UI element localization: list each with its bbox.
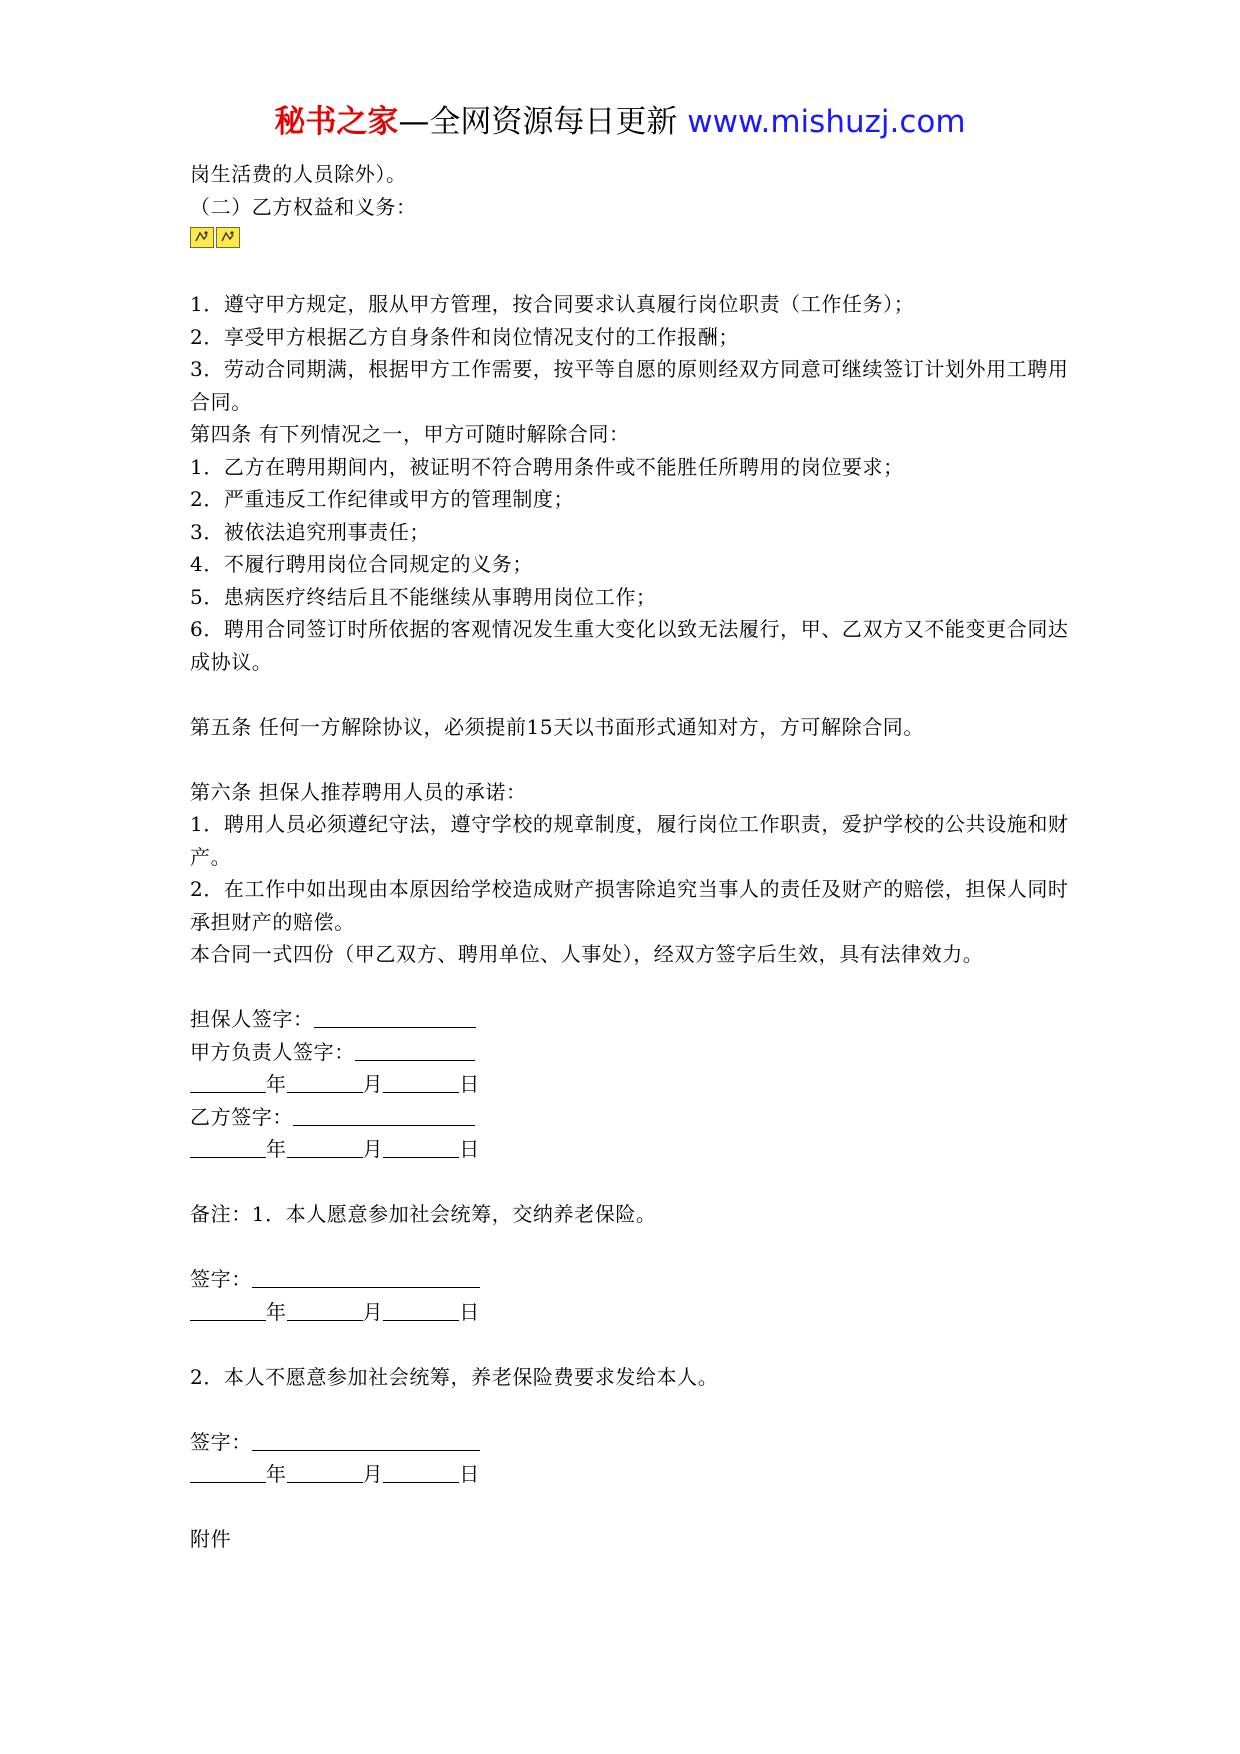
guarantor-signature-line xyxy=(190,1003,1070,1036)
year-label: 年 xyxy=(266,1299,287,1324)
signature-label: 甲方负责人签字： xyxy=(190,1039,355,1064)
list-item: 4．不履行聘用岗位合同规定的义务； xyxy=(190,552,533,576)
party-b-signature-line xyxy=(190,1101,1070,1134)
paragraph: 岗生活费的人员除外）。 xyxy=(190,162,407,186)
list-item: 2．享受甲方根据乙方自身条件和岗位情况支付的工作报酬； xyxy=(190,324,739,349)
date-line xyxy=(190,1458,1070,1491)
broken-image-icon xyxy=(216,227,240,248)
signature-blank xyxy=(252,1428,480,1451)
month-label: 月 xyxy=(362,1137,384,1161)
remark-signature-line xyxy=(190,1263,1070,1296)
date-blank xyxy=(287,1070,363,1093)
article-heading: 第五条 任何一方解除协议，必须提前15天以书面形式通知对方，方可解除合同。 xyxy=(190,714,925,739)
list-item: 2．在工作中如出现由本原因给学校造成财产损害除追究当事人的责任及财产的赔偿，担保人同时承担财产的赔偿。 xyxy=(190,877,1069,934)
contract-body xyxy=(190,158,1070,1556)
list-item: 3．劳动合同期满，根据甲方工作需要，按平等自愿的原则经双方同意可继续签订计划外用工聘用合同。 xyxy=(190,357,1069,414)
spacer xyxy=(190,256,1070,289)
signature-blank xyxy=(293,1103,475,1126)
spacer xyxy=(190,1231,1070,1264)
article-heading: 第六条 担保人推荐聘用人员的承诺： xyxy=(190,779,527,804)
list-item: 6．聘用合同签订时所依据的客观情况发生重大变化以致无法履行，甲、乙双方又不能变更合同达成协议。 xyxy=(190,617,1069,674)
list-item: 1．遵守甲方规定，服从甲方管理，按合同要求认真履行岗位职责（工作任务）； xyxy=(190,292,915,316)
list-item: 1．聘用人员必须遵纪守法，遵守学校的规章制度，履行岗位工作职责，爱护学校的公共设施和财产。 xyxy=(190,812,1069,869)
date-line xyxy=(190,1296,1070,1329)
signature-blank xyxy=(314,1005,476,1028)
month-label: 月 xyxy=(362,1072,384,1096)
date-blank xyxy=(383,1070,459,1093)
remark-item: 2．本人不愿意参加社会统筹，养老保险费要求发给本人。 xyxy=(190,1364,719,1389)
embedded-icons xyxy=(190,223,1070,256)
year-label: 年 xyxy=(266,1137,287,1161)
paragraph: 本合同一式四份（甲乙双方、聘用单位、人事处），经双方签字后生效，具有法律效力。 xyxy=(190,942,984,966)
signature-label: 乙方签字： xyxy=(190,1104,293,1129)
day-label: 日 xyxy=(459,1137,480,1161)
attachment-label: 附件 xyxy=(190,1527,232,1551)
spacer xyxy=(190,1393,1070,1426)
spacer xyxy=(190,971,1070,1004)
date-blank xyxy=(287,1460,363,1483)
signature-label: 担保人签字： xyxy=(190,1007,314,1031)
spacer xyxy=(190,1328,1070,1361)
spacer xyxy=(190,1166,1070,1199)
date-blank xyxy=(383,1135,459,1158)
date-line xyxy=(190,1068,1070,1101)
party-a-signature-line xyxy=(190,1036,1070,1069)
list-item: 1．乙方在聘用期间内，被证明不符合聘用条件或不能胜任所聘用的岗位要求； xyxy=(190,454,904,479)
list-item: 2．严重违反工作纪律或甲方的管理制度； xyxy=(190,487,575,511)
signature-blank xyxy=(252,1265,480,1288)
day-label: 日 xyxy=(459,1299,480,1324)
day-label: 日 xyxy=(459,1462,480,1486)
broken-image-icon xyxy=(190,227,214,248)
brand-name: 秘书之家 xyxy=(274,104,399,140)
year-label: 年 xyxy=(266,1072,287,1096)
list-item: 5．患病医疗终结后且不能继续从事聘用岗位工作； xyxy=(190,584,657,609)
date-blank xyxy=(383,1298,459,1321)
month-label: 月 xyxy=(362,1462,384,1486)
date-blank xyxy=(287,1135,363,1158)
year-label: 年 xyxy=(266,1462,287,1486)
signature-label: 签字： xyxy=(190,1429,252,1454)
site-header xyxy=(0,100,1240,144)
remark-signature-line xyxy=(190,1426,1070,1459)
date-blank xyxy=(383,1460,459,1483)
article-heading: 第四条 有下列情况之一，甲方可随时解除合同： xyxy=(190,422,630,446)
date-blank xyxy=(287,1298,363,1321)
date-line xyxy=(190,1133,1070,1166)
remark-item: 备注：1．本人愿意参加社会统筹，交纳养老保险。 xyxy=(190,1202,657,1226)
header-tagline: —全网资源每日更新 xyxy=(398,104,688,140)
spacer xyxy=(190,743,1070,776)
month-label: 月 xyxy=(362,1299,384,1324)
date-blank xyxy=(190,1070,266,1093)
date-blank xyxy=(190,1135,266,1158)
signature-label: 签字： xyxy=(190,1267,252,1291)
day-label: 日 xyxy=(459,1072,480,1096)
spacer xyxy=(190,678,1070,711)
signature-blank xyxy=(355,1038,475,1061)
site-url-link[interactable]: www.mishuzj.com xyxy=(687,104,966,140)
section-heading: （二）乙方权益和义务： xyxy=(190,194,417,219)
date-blank xyxy=(190,1298,266,1321)
date-blank xyxy=(190,1460,266,1483)
spacer xyxy=(190,1491,1070,1524)
list-item: 3．被依法追究刑事责任； xyxy=(190,519,430,544)
